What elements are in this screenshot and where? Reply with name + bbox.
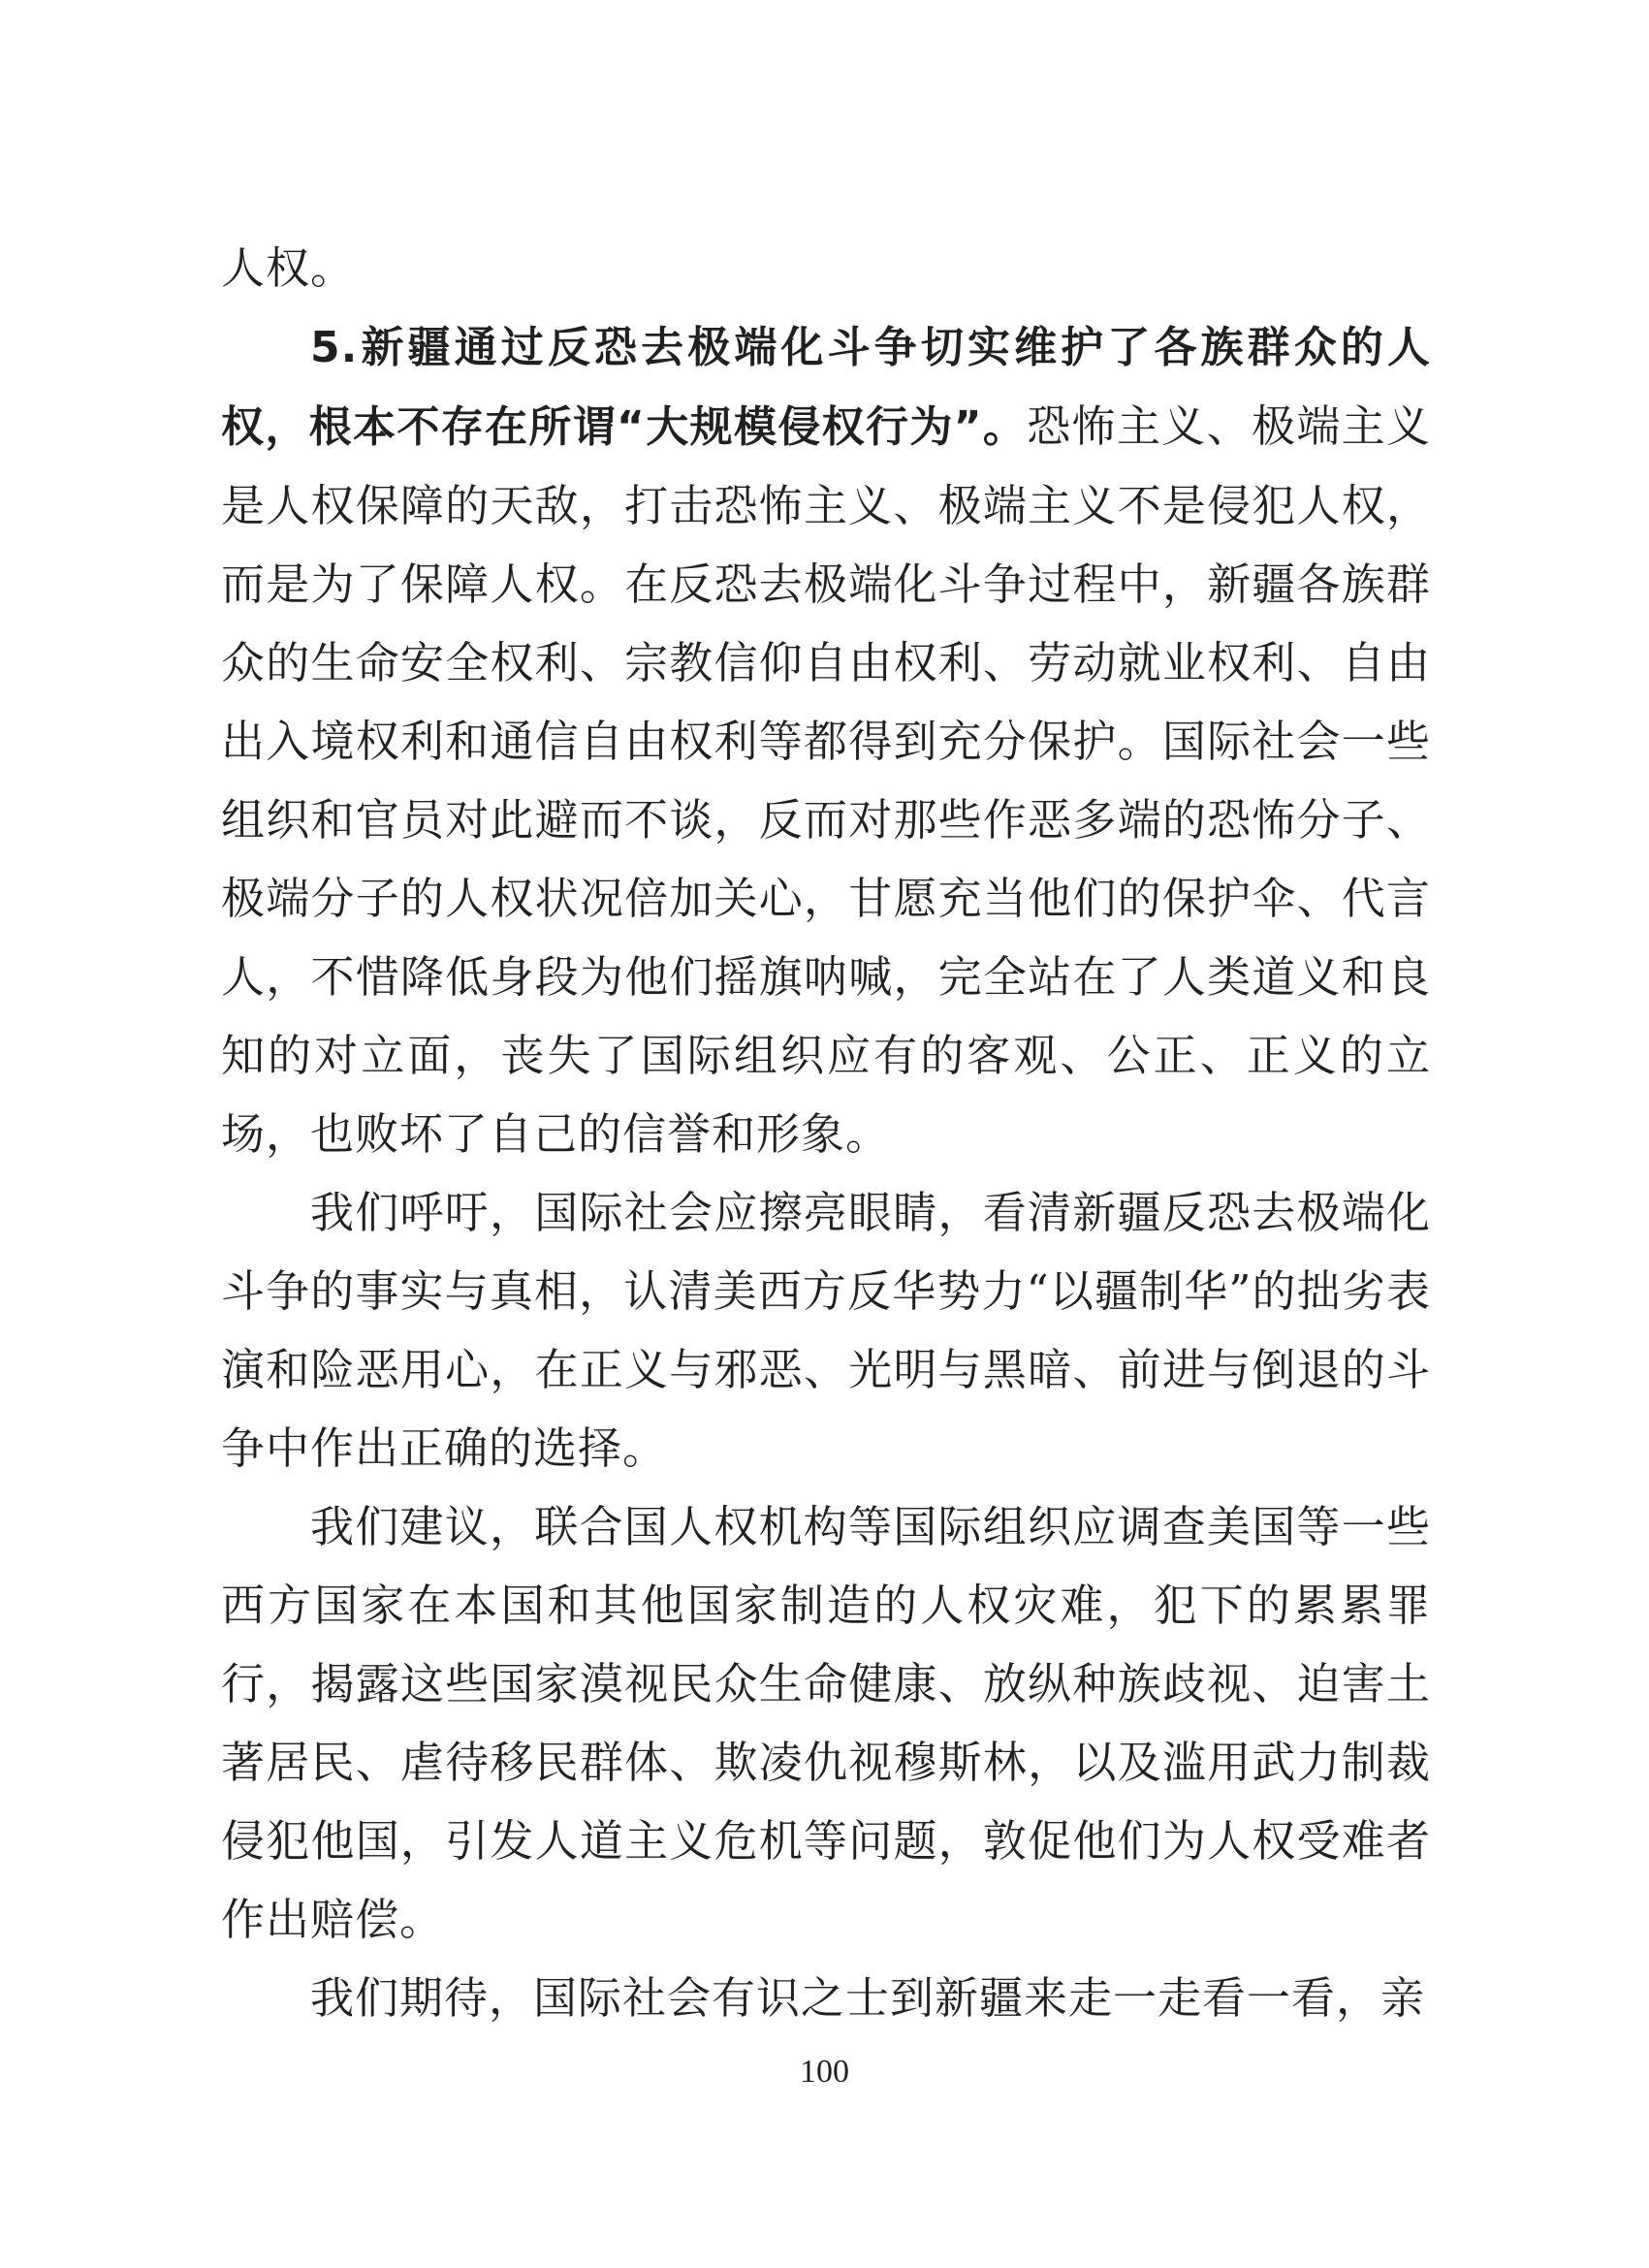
paragraph-text: 我们建议，联合国人权机构等国际组织应调查美国等一些西方国家在本国和其他国家制造的人权灾难，犯下的累累罪行，揭露这些国家漠视民众生命健康、放纵种族歧视、迫害土著居民、虐待移民群体、欺凌仇视穆斯林，以及滥用武力制裁侵犯他国，引发人道主义危机等问题，敦促他们为人权受难者作出赔偿。 — [221, 1501, 1431, 1945]
page-number: 100 — [800, 2054, 849, 2090]
paragraph-appeal — [221, 1173, 1431, 1487]
section-heading: 5.新疆通过反恐去极端化斗争切实维护了各族群众的人权，根本不存在所谓“大规模侵权行为”。 — [221, 323, 1431, 452]
paragraph-text: 我们呼吁，国际社会应擦亮眼睛，看清新疆反恐去极端化斗争的事实与真相，认清美西方反华势力“以疆制华”的拙劣表演和险恶用心，在正义与邪恶、光明与黑暗、前进与倒退的斗争中作出正确的选择。 — [221, 1187, 1431, 1474]
body-text — [221, 229, 1431, 2037]
paragraph-text: 人权。 — [221, 242, 356, 294]
paragraph-suggestion — [221, 1487, 1431, 1959]
paragraph-text: 恐怖主义、极端主义是人权保障的天敌，打击恐怖主义、极端主义不是侵犯人权，而是为了保障人权。在反恐去极端化斗争过程中，新疆各族群众的生命安全权利、宗教信仰自由权利、劳动就业权利、自由出入境权利和通信自由权利等都得到充分保护。国际社会一些组织和官员对此避而不谈，反而对那些作恶多端的恐怖分子、极端分子的人权状况倍加关心，甘愿充当他们的保护伞、代言人，不惜降低身段为他们摇旗呐喊，完全站在了人类道义和良知的对立面，丧失了国际组织应有的客观、公正、正义的立场，也败坏了自己的信誉和形象。 — [221, 400, 1431, 1160]
paragraph-continuation — [221, 229, 1431, 307]
paragraph-text: 我们期待，国际社会有识之士到新疆来走一走看一看，亲 — [310, 1972, 1426, 2024]
paragraph-section-5 — [221, 307, 1431, 1173]
paragraph-expectation — [221, 1959, 1431, 2037]
